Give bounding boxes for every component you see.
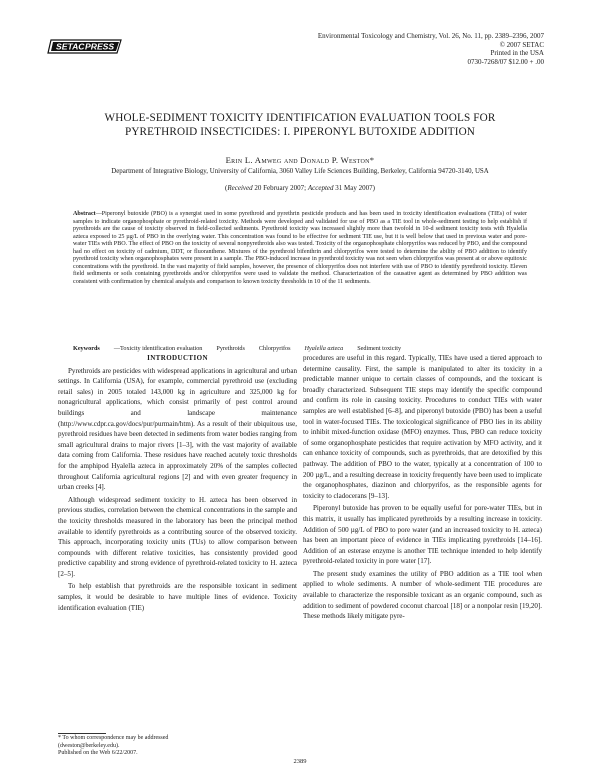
received-date: 20 February 2007 [254,184,305,192]
correspondence-email: (dweston@berkeley.edu). [58,742,120,749]
svg-text:PRESS: PRESS [85,41,115,52]
paragraph: Although widespread sediment toxicity to H. azteca has been observed in previous studies, correlation between the chemical concentrations in the sample and the toxicity thresholds measured in the laboratory has been the principal method available to identify pyrethroids as a contributing source of the observed toxicity. This approach, incorporating toxicity units (TUs) to allow comparison between compounds with different relative toxicities, has consistently provided good predictive capability and strong evidence of pyrethroid-related toxicity to H. azteca [2–5]. [58,495,297,578]
section-heading: INTRODUCTION [147,354,208,362]
keyword: Sediment toxicity [357,345,402,352]
accepted-label: Accepted [307,184,334,192]
accepted-date: 31 May 2007 [335,184,373,192]
title-line-2: PYRETHROID INSECTICIDES: I. PIPERONYL BUTOXIDE ADDITION [124,125,476,138]
footnote-rule [58,733,106,734]
svg-text:SETAC: SETAC [56,41,85,52]
keywords [73,345,527,352]
copyright-line: © 2007 SETAC [499,40,544,49]
published-note: Published on the Web 6/22/2007. [58,750,138,757]
issn-line: 0730-7268/07 $12.00 + .00 [467,57,544,66]
received-label: Received [227,184,253,192]
journal-citation [318,32,544,66]
journal-line: Environmental Toxicology and Chemistry, Vol. 26, No. 11, pp. 2389–2396, 2007 [317,32,544,40]
printed-line: Printed in the USA [490,49,544,58]
left-column [58,353,297,613]
page-number: 2389 [293,758,307,765]
right-column [303,353,542,622]
abstract-label: Abstract [73,211,96,217]
abstract-text: —Piperonyl butoxide (PBO) is a synergist used in some pyrethroid and pyrethrin pesticide products and has been used in toxicity identification evaluations (TIEs) of water samples to indicate organophosphate or pyrethroid-related toxicity. Methods were developed and validated for use of PBO as a TIE tool in whole-sediment testing to help establish if pyrethroids are the cause of toxicity observed in field-collected sediments. Pyrethroid toxicity was increased slightly more than twofold in 10-d sediment toxicity tests with Hyalella azteca exposed to 25 µg/L of PBO in the overlying water. This concentration was found to be effective for sediment TIE use, but it is well below that used in previous water and pore-water TIEs with PBO. The effect of PBO on the toxicity of several nonpyrethroids also was tested. Toxicity of the organophosphate chlorpyrifos was reduced by PBO, and the compound had no effect on toxicity of cadmium, DDT, or fluoranthene. Mixtures of the pyrethroid bifenthrin and chlorpyrifos were tested to determine the ability of PBO addition to identify pyrethroid toxicity when organophosphates were present in a sample. The PBO-induced increase in pyrethroid toxicity was not seen when chlorpyrifos was present at or above equitoxic concentrations with the pyrethroid. In the vast majority of field samples, however, the presence of chlorpyrifos does not interfere with use of PBO to identify pyrethroid toxicity. Eleven field sediments or soils containing pyrethroids and/or chlorpyrifos were used to validate the method. Characterization of the causative agent as determined by PBO addition was consistent with confirmation by chemical analysis and comparison to known toxicity thresholds in 10 of the 11 sediments. [73,211,527,285]
authors: Erin L. Amweg and Donald P. Weston* [225,155,375,165]
setac-press-logo [47,37,125,56]
keyword: Pyrethroids [216,345,245,352]
affiliation: Department of Integrative Biology, University of California, 3060 Valley Life Sciences Building, Berkeley, California 94720-3140, USA [111,168,489,175]
footnotes [58,735,297,758]
keywords-label: Keywords [73,345,100,352]
paragraph: Pyrethroids are pesticides with widespread applications in agricultural and urban settings. In California (USA), for example, commercial pyrethroid use (excluding retail sales) in 2005 totaled 143,000 kg in agriculture and 325,000 kg for nonagricultural applications, which consist primarily of pest control around buildings and landscape maintenance (http://www.cdpr.ca.gov/docs/pur/purmain/htm). As a result of their ubiquitous use, pyrethroid residues have been detected in sediments from water bodies ranging from small agricultural drains to major rivers [1–3], with the vast majority of available data coming from California. These residues have reached acutely toxic thresholds for the amphipod Hyalella azteca in approximately 20% of the samples collected throughout California agricultural regions [2] and with even greater frequency in urban creeks [4]. [58,366,297,492]
keyword: —Toxicity identification evaluation [113,345,203,352]
title-line-1: WHOLE-SEDIMENT TOXICITY IDENTIFICATION EVALUATION TOOLS FOR [104,112,496,124]
paragraph: Piperonyl butoxide has proven to be equally useful for pore-water TIEs, but in this matrix, it usually has implicated pyrethroids by a resulting increase in toxicity. Addition of 500 µg/L of PBO to pore water (and an increased toxicity to H. azteca) has been an important piece of evidence in TIEs implicating pyrethroids [14–16]. Addition of an esterase enzyme is another TIE technique intended to help identify pyrethroid-related toxicity in pore water [17]. [303,504,542,566]
paragraph: procedures are useful in this regard. Typically, TIEs have used a tiered approach to determine causality. First, the sample is manipulated to alter its toxicity in a predictable manner unique to certain classes of compounds, and the toxicant is broadly characterized. Subsequent TIE steps may identify the specific compound and confirm its role in causing toxicity. Procedures to conduct TIEs with water samples are well established [6–8], and piperonyl butoxide (PBO) has been a useful tool in water-focused TIEs. The toxicological significance of PBO lies in its ability to inhibit mixed-function oxidase (MFO) enzymes. Thus, PBO can reduce toxicity of some organophosphate pesticides that require activation by MFO activity, and it can enhance toxicity of compounds, such as pyrethroids, that are detoxified by this pathway. The addition of PBO to the water, typically at a concentration of 100 to 200 µg/L, and a resulting decrease in toxicity frequently have been used to implicate the organophosphates, diazinon and chlorpyrifos, as the responsible agents for toxicity to cladocerans [9–13]. [303,354,542,500]
keyword: Hyalella azteca [304,345,344,352]
submission-dates: (Received 20 February 2007; Accepted 31 May 2007) [225,184,375,192]
paragraph: The present study examines the utility of PBO addition as a TIE tool when applied to whole sediments. A number of whole-sediment TIE procedures are available to characterize the responsible toxicant as an organic compound, such as addition to sediment of powdered coconut charcoal [18] or a nonpolar resin [19,20]. These methods likely mitigate pyre- [303,569,542,621]
paper-title [40,112,560,139]
keyword: Chlorpyrifos [258,345,291,352]
abstract [73,211,527,286]
paragraph: To help establish that pyrethroids are the responsible toxicant in sediment samples, it would be desirable to have multiple lines of evidence. Toxicity identification evaluation (TIE) [58,582,297,612]
correspondence-note: * To whom correspondence may be addressed [58,735,169,741]
